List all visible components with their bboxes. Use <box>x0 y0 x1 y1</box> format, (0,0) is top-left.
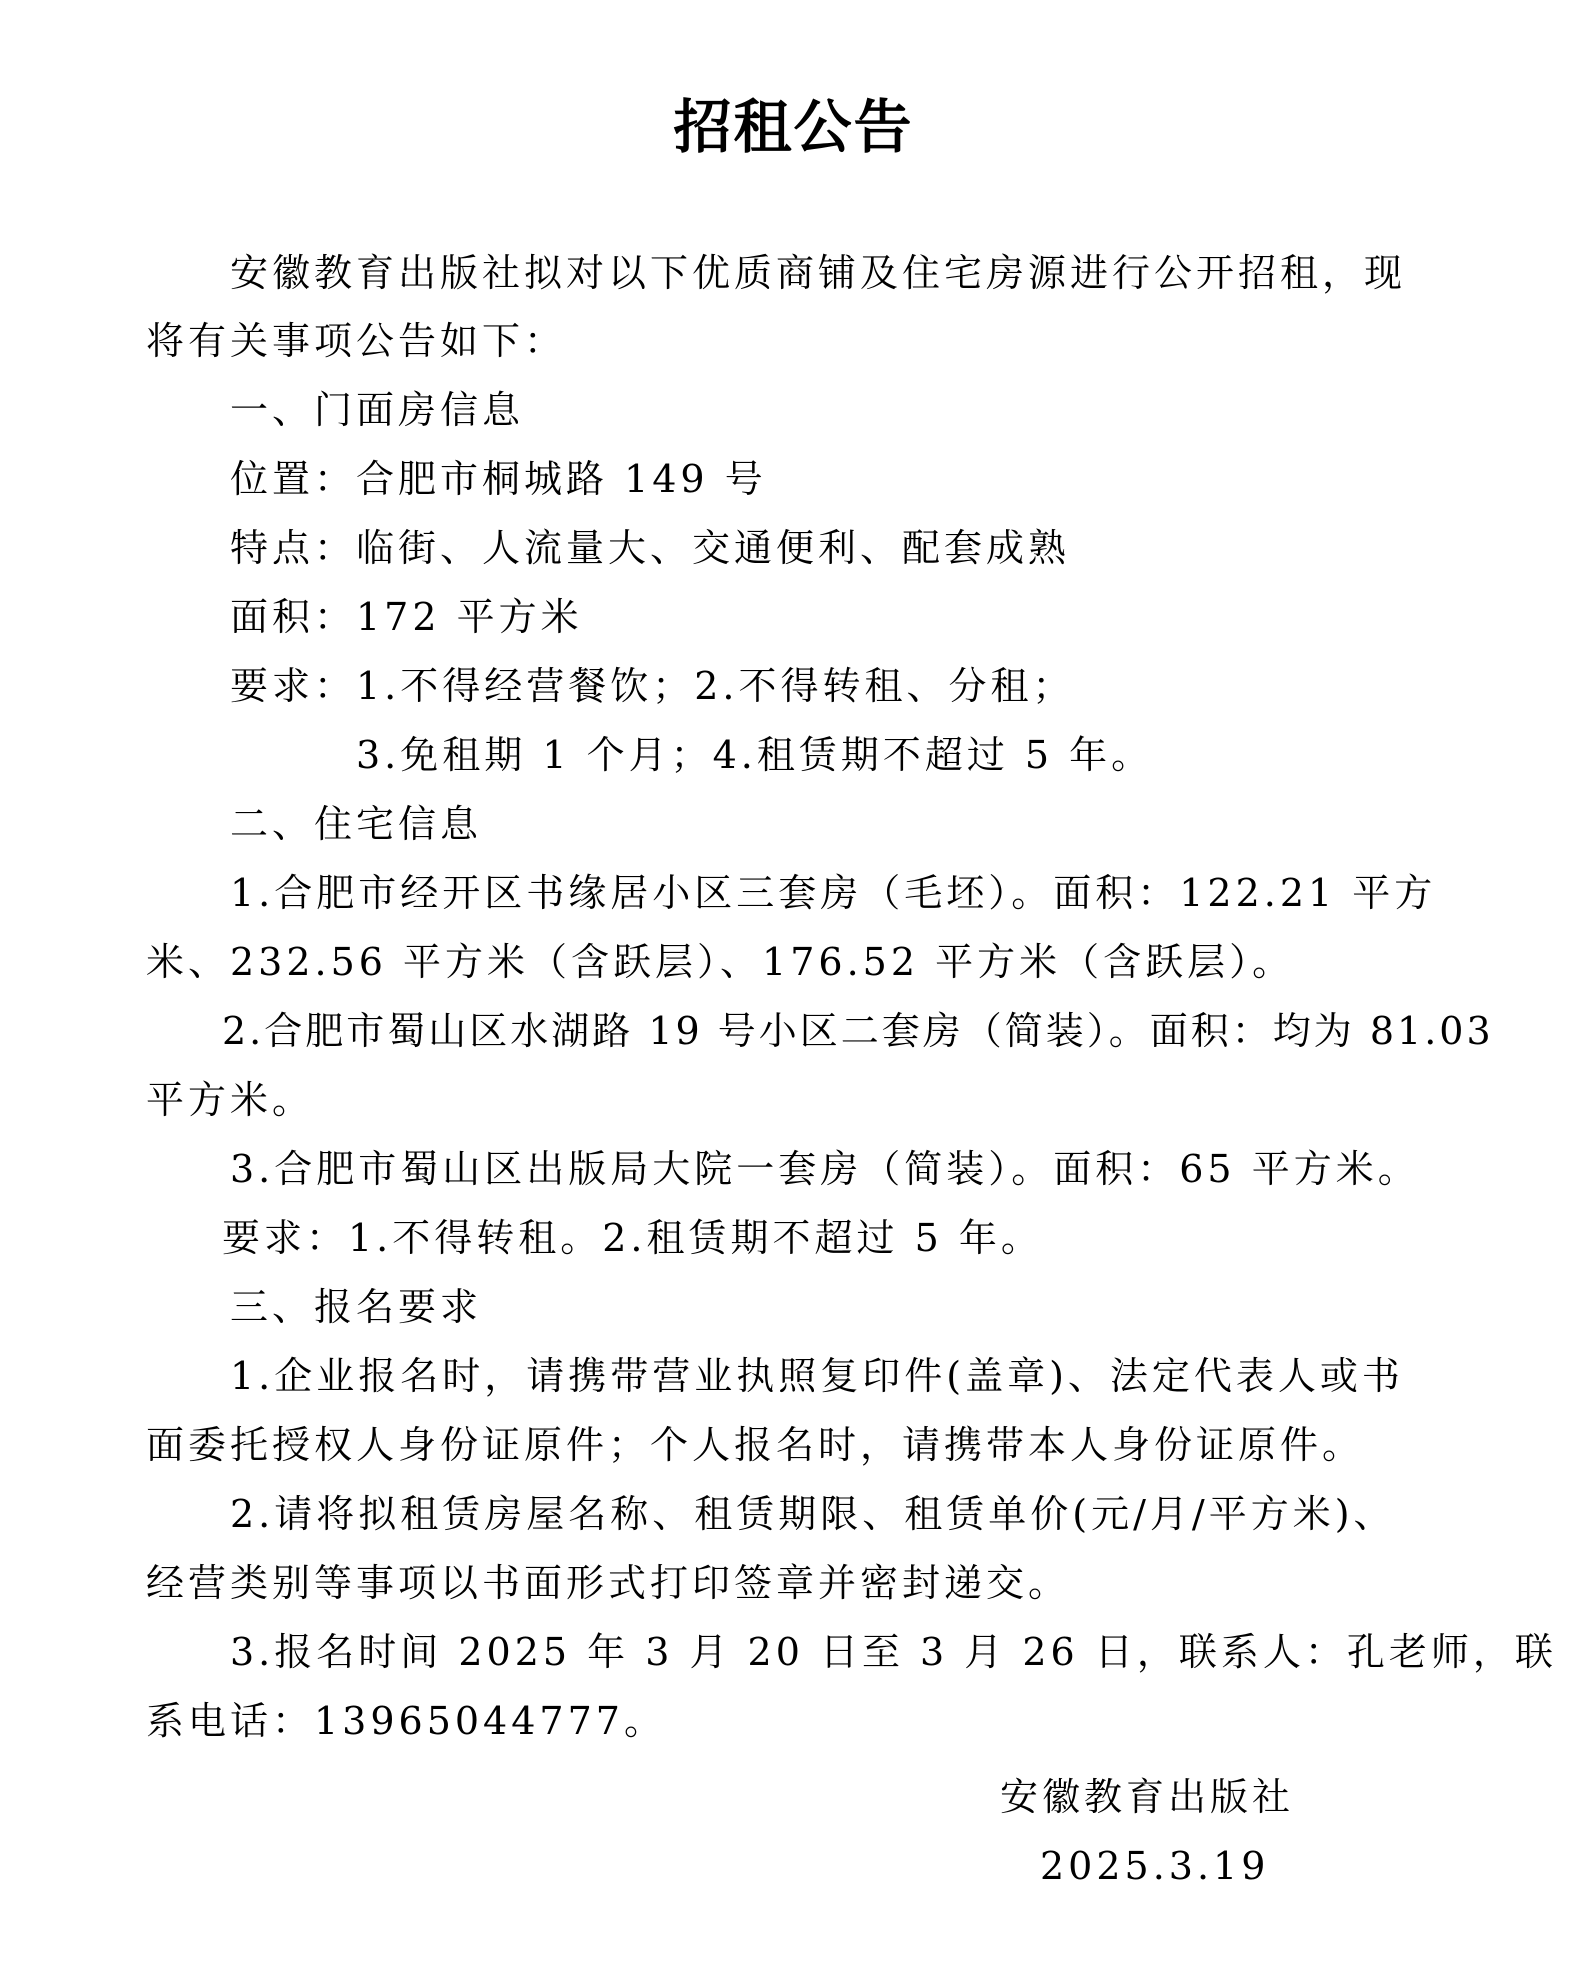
storefront-requirements-line-1: 要求：1.不得经营餐饮；2.不得转租、分租； <box>230 664 1075 708</box>
registration-item-2-line-1: 2.请将拟租赁房屋名称、租赁期限、租赁单价(元/月/平方米)、 <box>230 1492 1396 1536</box>
residential-item-3: 3.合肥市蜀山区出版局大院一套房（简装）。面积：65 平方米。 <box>230 1147 1420 1191</box>
section-heading-storefront: 一、门面房信息 <box>230 388 525 432</box>
residential-item-1-line-2: 米、232.56 平方米（含跃层）、176.52 平方米（含跃层）。 <box>146 940 1295 984</box>
storefront-area: 面积：172 平方米 <box>230 595 583 639</box>
signature-organization: 安徽教育出版社 <box>1000 1775 1295 1819</box>
storefront-features: 特点：临街、人流量大、交通便利、配套成熟 <box>230 526 1071 570</box>
registration-item-2-line-2: 经营类别等事项以书面形式打印签章并密封递交。 <box>146 1561 1071 1605</box>
section-heading-registration: 三、报名要求 <box>230 1285 483 1329</box>
intro-line-1: 安徽教育出版社拟对以下优质商铺及住宅房源进行公开招租，现 <box>230 251 1407 295</box>
signature-date: 2025.3.19 <box>1040 1844 1270 1888</box>
storefront-requirements-line-2: 3.免租期 1 个月；4.租赁期不超过 5 年。 <box>356 733 1154 777</box>
registration-item-3-line-2: 系电话：13965044777。 <box>146 1699 666 1743</box>
registration-item-1-line-1: 1.企业报名时，请携带营业执照复印件(盖章)、法定代表人或书 <box>230 1354 1404 1398</box>
section-heading-residential: 二、住宅信息 <box>230 802 483 846</box>
residential-requirements: 要求：1.不得转租。2.租赁期不超过 5 年。 <box>222 1216 1043 1260</box>
storefront-location: 位置：合肥市桐城路 149 号 <box>230 457 767 501</box>
page-title: 招租公告 <box>673 93 914 161</box>
residential-item-1-line-1: 1.合肥市经开区书缘居小区三套房（毛坯）。面积：122.21 平方 <box>230 871 1437 915</box>
residential-item-2-line-2: 平方米。 <box>146 1078 315 1122</box>
registration-item-3-line-1: 3.报名时间 2025 年 3 月 20 日至 3 月 26 日，联系人：孔老师，联 <box>230 1630 1557 1674</box>
registration-item-1-line-2: 面委托授权人身份证原件；个人报名时，请携带本人身份证原件。 <box>146 1423 1365 1467</box>
residential-item-2-line-1: 2.合肥市蜀山区水湖路 19 号小区二套房（简装）。面积：均为 81.03 <box>222 1009 1494 1053</box>
intro-line-2: 将有关事项公告如下： <box>146 319 567 363</box>
